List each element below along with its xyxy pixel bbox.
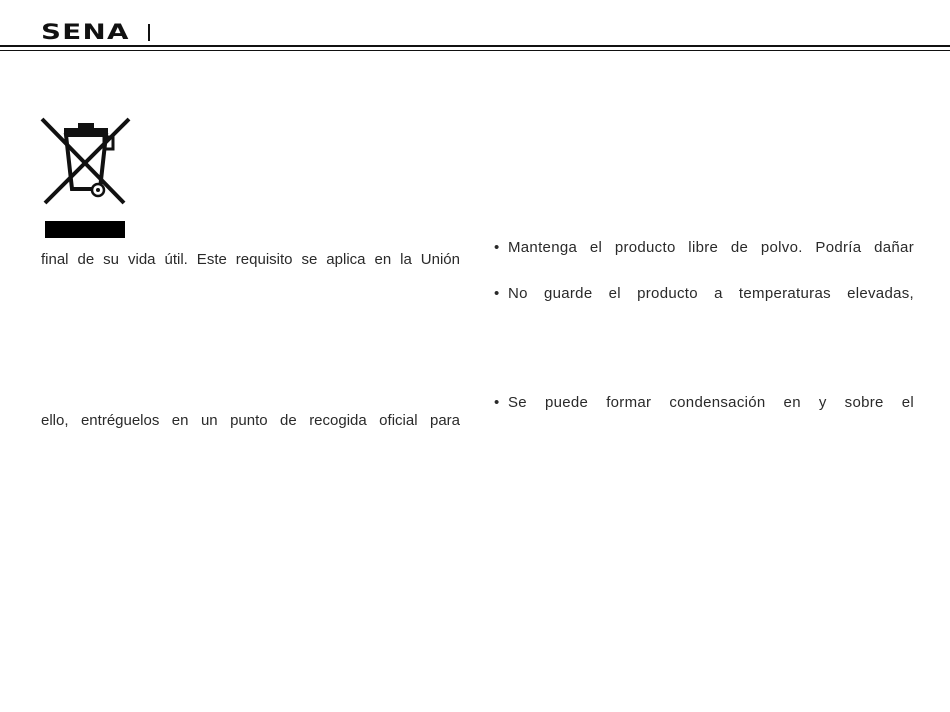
crossed-out-bin-icon: [40, 117, 132, 209]
header-rule-thick: [0, 45, 950, 47]
page-header: [0, 0, 950, 52]
list-item: Se puede formar condensación en y sobre el: [508, 394, 914, 411]
list-item: No guarde el producto a temperaturas elevadas,: [508, 285, 914, 302]
bullet-marker: •: [494, 285, 500, 302]
paragraph-line: ello, entréguelos en un punto de recogida oficial para: [41, 412, 460, 429]
bullet-marker: •: [494, 394, 500, 411]
header-rule-thin: [0, 50, 950, 51]
header-separator: [148, 24, 150, 41]
weee-underline-bar: [45, 221, 125, 238]
sena-logo: [41, 22, 141, 42]
bullet-marker: •: [494, 239, 500, 256]
paragraph-line: final de su vida útil. Este requisito se aplica en la Unión: [41, 251, 460, 268]
list-item: Mantenga el producto libre de polvo. Podría dañar: [508, 239, 914, 256]
logo-text: SENA: [41, 20, 130, 44]
